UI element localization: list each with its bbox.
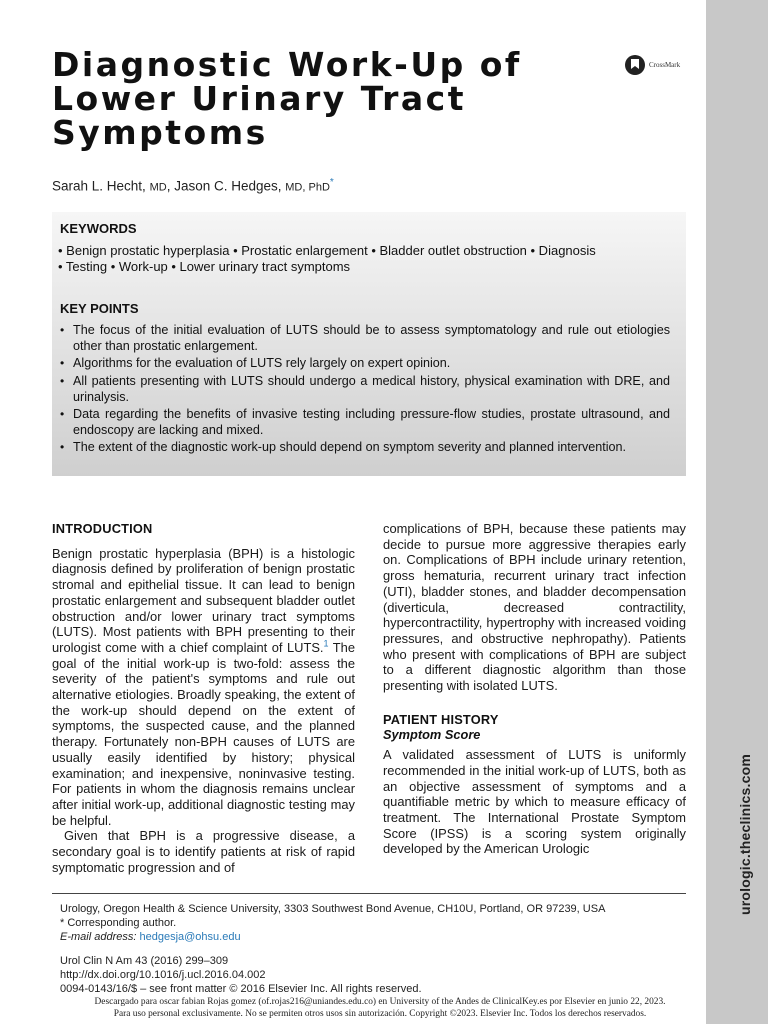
key-point-item: • The extent of the diagnostic work-up should depend on symptom severity and planned intervention. — [58, 439, 670, 455]
citation: Urol Clin N Am 43 (2016) 299–309 — [60, 955, 229, 967]
key-point-item: • Algorithms for the evaluation of LUTS rely largely on expert opinion. — [58, 355, 670, 371]
author-list — [52, 177, 334, 194]
article-title: Diagnostic Work-Up of Lower Urinary Tract Symptoms — [52, 45, 522, 152]
download-notice: Descargado para oscar fabian Rojas gomez (of.rojas216@uniandes.edu.co) en University of the Andes de ClinicalKey.es por Elsevier en junio 22, 2023. — [94, 997, 666, 1007]
keywords-heading: KEYWORDS — [60, 221, 137, 236]
author-name: Sarah L. Hecht, — [52, 178, 146, 194]
paragraph: Benign prostatic hyperplasia (BPH) is a histologic diagnosis defined by proliferation of benign prostatic stromal and epithelial tissue. It can lead to benign prostatic enlargement and subsequent bladder outlet obstruction and/or lower urinary tract symptoms (LUTS). Most patients with BPH presenting to their urologist come with a chief complaint of LUTS.$^1$ The goal of the initial work-up is two-fold: assess the severity of the patient's symptoms and rule out alternative etiologies. Broadly speaking, the extent of the work-up should depend on the extent of symptoms, the suspected cause, and the planned therapy. Fortunately non-BPH causes of LUTS are usually easily identified by history; physical examination; and inexpensive, noninvasive testing. For patients in whom the diagnosis remains unclear after initial work-up, additional diagnostic testing may be helpful. — [52, 545, 356, 828]
keywords-line: • Testing • Work-up • Lower urinary tract symptoms — [58, 259, 351, 274]
keywords-line: • Benign prostatic hyperplasia • Prostatic enlargement • Bladder outlet obstruction • Diagnosis — [58, 243, 596, 258]
affiliation: Urology, Oregon Health & Science University, 3303 Southwest Bond Avenue, CH10U, Portland, OR 97239, USA — [60, 903, 606, 915]
key-point-item: • All patients presenting with LUTS should undergo a medical history, physical examination with DRE, and urinalysis. — [58, 373, 670, 405]
paragraph: Given that BPH is a progressive disease, a secondary goal is to identify patients at risk of rapid symptomatic progression and of — [52, 828, 355, 875]
key-points-heading: KEY POINTS — [60, 301, 139, 316]
crossmark-label: CrossMark — [649, 61, 681, 69]
doi-link[interactable]: http://dx.doi.org/10.1016/j.ucl.2016.04.002 — [60, 969, 266, 981]
subsection-heading: Symptom Score — [383, 727, 481, 743]
paragraph: complications of BPH, because these patients may decide to pursue more aggressive therapies early on. Complications of BPH include urinary retention, gross hematuria, recurrent urinary tract infection (UTI), bladder stones, and bladder decompensation (diverticula, decreased contractility, hypercontractility, hypertrophy with increased voiding pressures, and obstructive nephropathy). Patients who present with complications of BPH are subject to a different diagnostic algorithm than those presenting with isolated LUTS. — [383, 521, 686, 694]
email-link[interactable]: hedgesja@ohsu.edu — [139, 931, 241, 943]
paragraph: A validated assessment of LUTS is uniformly recommended in the initial work-up of LUTS, both as an objective assessment of symptoms and a quantifiable metric by which to measure efficacy of treatment. The International Prostate Symptom Score (IPSS) is a scoring system originally developed by the American Urologic — [383, 747, 686, 857]
body-column-left — [52, 521, 355, 875]
body-column-right — [383, 521, 686, 857]
section-heading: INTRODUCTION — [52, 521, 153, 536]
corresponding-author-marker[interactable]: * — [329, 177, 334, 188]
summary-box — [52, 212, 686, 476]
footer-divider — [52, 893, 686, 894]
reference-link[interactable]: 1 — [323, 638, 329, 649]
copyright: 0094-0143/16/$ – see front matter © 2016 Elsevier Inc. All rights reserved. — [60, 983, 422, 995]
key-points-list — [58, 322, 670, 457]
key-point-item: • The focus of the initial evaluation of LUTS should be to assess symptomatology and rule out etiologies other than prostatic enlargement. — [58, 322, 670, 354]
key-point-item: • Data regarding the benefits of invasive testing including pressure-flow studies, prostate ultrasound, and endoscopy are lacking and mixed. — [58, 406, 670, 438]
author-degree: MD — [149, 181, 167, 194]
crossmark-badge[interactable] — [625, 55, 680, 75]
section-heading: PATIENT HISTORY — [383, 711, 499, 727]
author-degree: MD, PhD — [285, 181, 330, 194]
download-notice: Para uso personal exclusivamente. No se permiten otros usos sin autorización. Copyright ©2023. Elsevier Inc. Todos los derechos reservados. — [113, 1009, 647, 1019]
crossmark-icon — [625, 55, 645, 75]
email-line — [60, 930, 241, 945]
journal-url[interactable]: urologic.theclinics.com — [737, 754, 753, 915]
author-name: , Jason C. Hedges, — [166, 178, 282, 194]
corresponding-note: * Corresponding author. — [60, 917, 177, 929]
email-label: E-mail address: — [60, 931, 137, 943]
